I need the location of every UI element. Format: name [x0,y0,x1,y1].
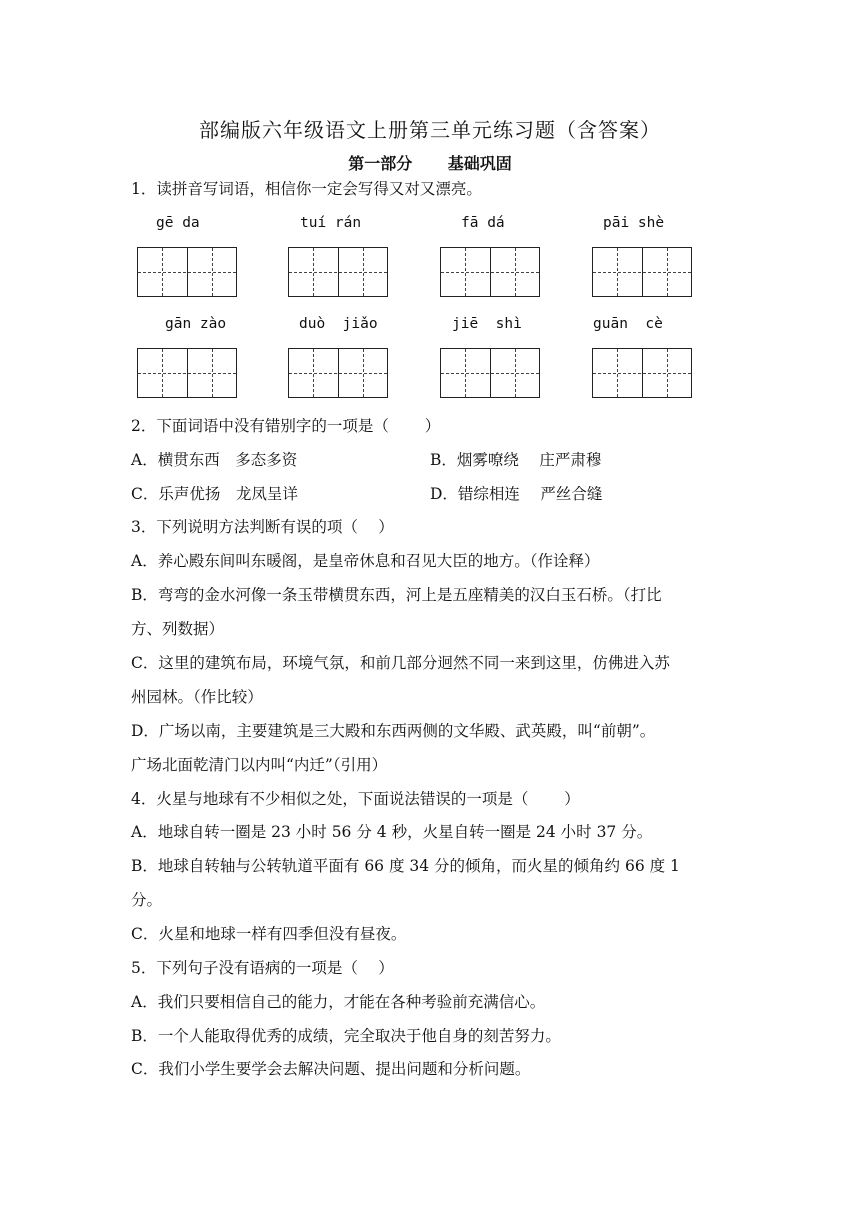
writing-grid[interactable] [137,348,237,398]
q3-option-c-cont: 州园林。（作比较） [131,688,263,706]
writing-grid[interactable] [288,348,388,398]
q1-stem: 1．读拼音写词语，相信你一定会写得又对又漂亮。 [131,180,482,198]
q4-stem: 4．火星与地球有不少相似之处，下面说法错误的一项是（ ） [131,790,580,808]
q5-option-b: B．一个人能取得优秀的成绩，完全取决于他自身的刻苦努力。 [131,1027,561,1045]
writing-grid[interactable] [137,247,237,297]
q2-option-a: A．横贯东西 多态多资 [131,451,298,469]
q3-option-c: C．这里的建筑布局，环境气氛，和前几部分迥然不同一来到这里，仿佛进入苏 [131,654,670,672]
q3-option-d-cont: 广场北面乾清门以内叫“内迁”（引用） [131,756,388,774]
writing-grid[interactable] [440,247,540,297]
pinyin-label: guān cè [593,316,663,332]
q3-stem: 3．下列说明方法判断有误的项（ ） [131,518,394,536]
pinyin-label: gān zào [165,316,227,332]
page-title: 部编版六年级语文上册第三单元练习题（含答案） [199,118,661,142]
pinyin-label: duò jiǎo [299,316,378,332]
q2-option-c: C．乐声优扬 龙凤呈详 [131,485,298,503]
q4-option-b: B．地球自转轴与公转轨道平面有 66 度 34 分的倾角，而火星的倾角约 66 度 1 [131,857,680,875]
writing-grid[interactable] [592,348,692,398]
q2-option-b: B．烟雾嘹绕 庄严肃穆 [430,451,602,469]
q3-option-b-cont: 方、列数据） [131,620,225,638]
writing-grid[interactable] [288,247,388,297]
q3-option-a: A．养心殿东间叫东暖阁，是皇帝休息和召见大臣的地方。（作诠释） [131,552,600,570]
pinyin-label: gē da [156,215,200,231]
q5-option-a: A．我们只要相信自己的能力，才能在各种考验前充满信心。 [131,993,546,1011]
part-heading: 第一部分 基础巩固 [348,154,512,173]
writing-grid[interactable] [440,348,540,398]
pinyin-label: jiē shì [452,316,522,332]
q4-option-a: A．地球自转一圈是 23 小时 56 分 4 秒，火星自转一圈是 24 小时 37 分。 [131,823,653,841]
q5-stem: 5．下列句子没有语病的一项是（ ） [131,959,394,977]
q3-option-d: D．广场以南，主要建筑是三大殿和东西两侧的文华殿、武英殿，叫“前朝”。 [131,722,656,740]
q2-option-d: D．错综相连 严丝合缝 [430,485,603,503]
q3-option-b: B．弯弯的金水河像一条玉带横贯东西，河上是五座精美的汉白玉石桥。（打比 [131,586,662,604]
pinyin-label: fā dá [461,215,505,231]
pinyin-label: pāi shè [603,215,665,231]
q2-stem: 2．下面词语中没有错别字的一项是（ ） [131,417,441,435]
q5-option-c: C．我们小学生要学会去解决问题、提出问题和分析问题。 [131,1060,531,1078]
writing-grid[interactable] [592,247,692,297]
pinyin-label: tuí rán [300,215,362,231]
q4-option-c: C．火星和地球一样有四季但没有昼夜。 [131,925,407,943]
q4-option-b-cont: 分。 [131,891,163,909]
